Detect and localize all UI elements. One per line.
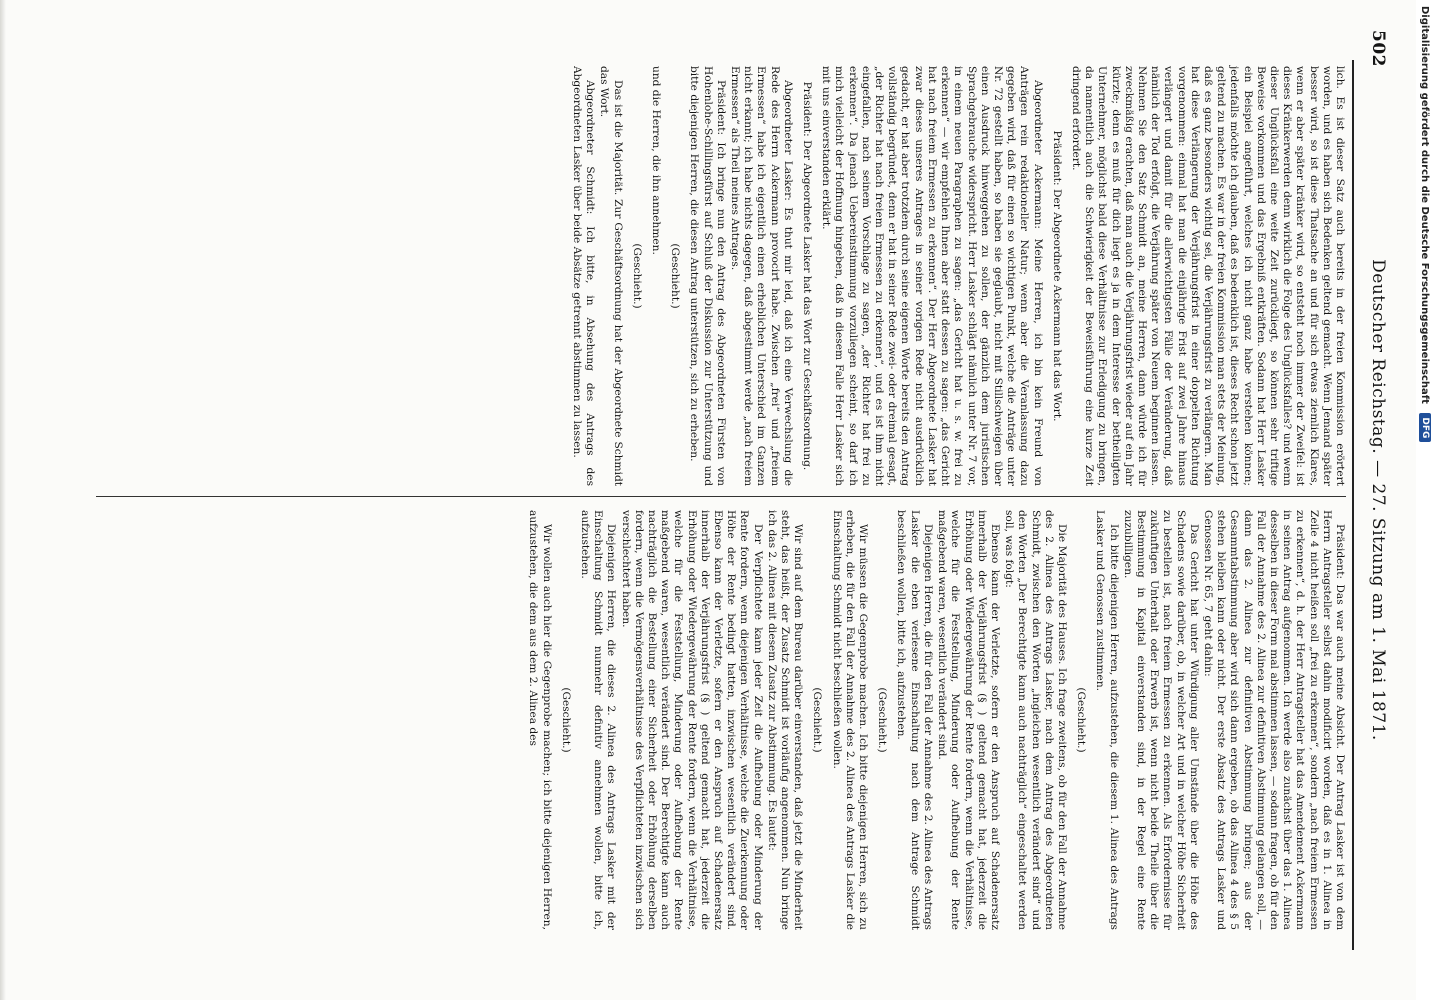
paragraph: Das Gericht hat unter Würdigung aller Umstände über die Höhe des Schadens sowie darüber, ob, in welcher Art und in welcher Höhe Sicherheit zu bestellen ist, nach freiem Ermessen zu erkennen. Als Erfordernisse für zukünftigen Unterhalt oder Erwerb ist, wenn nicht beide Theile über die Bestimmung in Kapital einverstanden sind, in der Regel eine Rente zuzubilligen. bbox=[1121, 510, 1200, 930]
paragraph: Diejenigen Herren, die für den Fall der Annahme des 2. Alinea des Antrags Lasker die eben verlesene Einschaltung nach dem Antrage Schmidt beschließen wollen, bitte ich, aufzustehen. bbox=[895, 510, 934, 930]
paragraph: Wir müssen die Gegenprobe machen. Ich bitte diejenigen Herren, sich zu erheben, die für den Fall der Annahme des 2. Alinea des Antrags Lasker die Einschaltung Schmidt nicht beschließen wollen. bbox=[830, 510, 870, 930]
digitization-credit bbox=[1416, 6, 1432, 986]
paragraph: (Geschieht.) bbox=[1075, 687, 1088, 753]
paragraph: Abgeordneter Ackermann: Meine Herren, ich bin kein Freund von Anträgen rein redaktioneller Natur; wenn aber die Veranlassung dazu gegeben wird, daß für einen so wichtigen Punkt, welche die Anträge unter Nr. 72 gestellt haben, so haben sie geglaubt, nicht mit Stillschweigen über einen Ausdruck hinweggehen zu sollen, der gänzlich dem juristischen Sprachgebrauche widerspricht. Herr Lasker schlägt nämlich unter Nr. 7 vor, in einem neuen Paragraphen zu sagen: „das Gericht hat u. s. w. frei zu erkennen“ — wir empfehlen Ihnen aber statt dessen zu sagen: „das Gericht hat nach freiem Ermessen zu erkennen“. Der Herr Abgeordnete Lasker hat zwar dieses unseres Antrages in seiner vorigen Rede nicht ausdrücklich gedacht, er hat aber trotzdem durch seine eigenen Worte bereits den Antrag vollständig begründet, denn er hat in seiner Rede zwei- oder dreimal gesagt, „der Richter hat nach freiem Ermessen zu erkennen“, und es ist ihm nicht eingefallen, nach seinem Vorschlage zu sagen, „der Richter hat frei zu erkennen“. Da jenach Uebereinstimmung vorzuliegen scheint, so darf ich mich vielleicht der Hoffnung hingeben, daß in diesem Falle Herr Lasker sich mit uns einverstanden erklärt. bbox=[820, 66, 1044, 486]
dfg-logo: DFG bbox=[1419, 413, 1431, 442]
paragraph: Diejenigen Herren, die dieses 2. Alinea des Antrags Lasker mit der Einschaltung Schmidt nunmehr definitiv annehmen wollen, bitte ich, aufzustehen. bbox=[579, 510, 618, 930]
paragraph: Abgeordneter Lasker: Es thut mir leid, daß ich eine Verwechslung die Rede des Herrn Ackermann provocirt habe. Zwischen „frei“ und „freiem Ermessen“ habe ich eigentlich einen erheblichen Unterschied im Ganzen nicht erkannt; ich habe nichts dagegen, daß abgestimmt werde „nach freiem Ermessen“ als Theil meines Antrages. bbox=[729, 66, 794, 486]
paragraph: Präsident: Der Abgeordnete Ackermann hat das Wort. bbox=[1050, 130, 1063, 422]
column-divider bbox=[96, 496, 1346, 497]
paragraph: Ich bitte diejenigen Herren, aufzustehen, die diesem 1. Alinea des Antrags Lasker und Genossen zustimmen. bbox=[1094, 510, 1120, 930]
paragraph: (Geschieht.) bbox=[559, 687, 572, 753]
paragraph: Präsident: Der Abgeordnete Lasker hat das Wort zur Geschäftsordnung. bbox=[801, 81, 814, 471]
paragraph: Abgeordneter Schmidt: Ich bitte, in Absehung des Antrags des Abgeordneten Lasker über beide Absätze getrennt abstimmen zu lassen. bbox=[571, 66, 597, 486]
paragraph: Der Verpflichtete kann jeder Zeit die Aufhebung oder Minderung der Rente fordern, wenn diejenigen Verhältnisse, welche die Zuerkennung oder Höhe der Rente bedingt hatten, inzwischen wesentlich verändert sind. Ebenso kann der Verletzte, sofern er den Anspruch auf Schadenersatz innerhalb der Verjährungsfrist (§ ) geltend gemacht hat, jederzeit die Erhöhung oder Wiedergewährung der Rente fordern, wenn die Verhältnisse, welche für die Feststellung, Minderung oder Aufhebung der Rente maßgebend waren, wesentlich verändert sind. Der Berechtigte kann auch nachträglich die Bestellung einer Sicherheit oder Erhöhung derselben fordern, wenn die Vermögensverhältnisse des Verpflichteten inzwischen sich verschlechtert haben. bbox=[619, 510, 764, 930]
paragraph: (Geschieht.) bbox=[669, 243, 682, 309]
paragraph: Die Majorität des Hauses. Ich frage zweitens, ob für den Fall der Annahme des 2. Alinea des Antrags Lasker, nach dem Antrag des Abgeordneten Schmidt, zwischen den Worten „ingleichen wesentlich verändert sind“ und den Worten „Der Berechtigte kann auch nachträglich“ eingeschaltet werden soll, was folgt: bbox=[1003, 510, 1068, 930]
header-rule bbox=[1352, 60, 1354, 950]
running-header bbox=[1360, 30, 1388, 970]
page-number: 502 bbox=[1368, 30, 1388, 67]
paragraph: Ebenso kann der Verletzte, sofern er den Anspruch auf Schadenersatz innerhalb der Verjährungsfrist (§ ) geltend gemacht hat, jederzeit die Erhöhung oder Wiedergewährung der Rente fordern, wenn die Verhältnisse, welche für die Feststellung, Minderung oder Aufhebung der Rente maßgebend waren, wesentlich verändert sind. bbox=[936, 510, 1001, 930]
paragraph: (Geschieht.) bbox=[811, 687, 824, 753]
paragraph: Das ist die Majorität. Zur Geschäftsordnung hat der Abgeordnete Schmidt das Wort. bbox=[598, 66, 624, 486]
paragraph: (Geschieht.) bbox=[876, 687, 889, 753]
running-title: Deutscher Reichstag. — 27. Sitzung am 1. Mai 1871. bbox=[1368, 259, 1388, 741]
credit-text: Digitalisierung gefördert durch die Deutsche Forschungsgemeinschaft bbox=[1419, 6, 1430, 404]
paragraph: Wir wollen auch hier die Gegenprobe machen; ich bitte diejenigen Herren, aufzustehen, die dem aus dem 2. Alinea des bbox=[527, 510, 553, 930]
paragraph: Wir sind auf dem Bureau darüber einverstanden, daß jetzt die Minderheit steht, das heißt, der Zusatz Schmidt ist vorläufig angenommen. Nun bringe ich das 2. Alinea mit diesem Zusatz zur Abstimmung. Es lautet: bbox=[765, 510, 805, 930]
paragraph: lich. Es ist dieser Satz auch bereits in der freien Kommission erörtert worden, und es haben sich Bedenken geltend gemacht. Wenn Jemand später besser wird, so ist diese Thatsache an und für sich etwas ziemlich Klares, wenn er aber später kränker wird, so entsteht noch immer der Zweifel: ist dieses Kränkerwerden denn wirklich die Folge des Unglücksfalles? und wenn dieser Unglücksfall eine weite Zeit zurückliegt, so können sehr triftige Beweise vorkommen und das Ergebniß entkräften. Sodann hat Herr Lasker ein Beispiel angeführt, welches ich nicht ganz habe verstehen können; jedenfalls möchte ich glauben, daß es bedenklich ist, dieses Recht schon jetzt geltend zu machen. Es war in der freien Kommission man stets der Meinung, daß es ganz besonders wichtig sei, die Verjährungsfrist zu verlängern. Man hat diese Verlängerung der Verjährungsfrist in einer doppelten Richtung vorgenommen: einmal hat man die einjährige Frist auf zwei Jahre hinaus verlängert und damit für die allerwichtigsten Fälle der Veränderung, daß nämlich der Tod erfolgt, die Verjährung später von Neuem beginnen lassen. Nehmen Sie den Satz Schmidt an, meine Herren, dann würde ich für zweckmäßig erachten, daß man auch die Verjährungsfrist wieder auf ein Jahr kürzte; denn es muß für dich liegt es ja in dem Interesse der betheiligten Unternehmer, möglichst bald diese Verhältnisse zur Erledigung zu bringen, da namentlich auch die Schwierigkeit der Beweisführung eine kurze Zeit dringend erfordert. bbox=[1069, 66, 1346, 486]
right-column bbox=[525, 510, 1346, 930]
paragraph: (Geschieht.) bbox=[630, 243, 643, 309]
left-column bbox=[569, 66, 1346, 486]
paragraph: und die Herren, die ihn annehmen. bbox=[650, 66, 663, 255]
paragraph: Präsident: Das war auch meine Absicht. Der Antrag Lasker ist von dem Herrn Antragsteller selbst dahin modificirt worden, daß es in 1. Alinea in Zeile 4 nicht heißen soll „frei zu erkennen“, sondern „nach freiem Ermessen zu erkennen“, d. h. der Herr Antragsteller hat das Amendement Ackermann in seinen Antrag aufgenommen. Ich werde also zunächst über das 1. Alinea desselben in dieser Form mal abstimmen lassen, — sodann fragen, ob für den Fall der Annahme des 2. Alinea zur definitiven Abstimmung gelangen soll, — dann das 2. Alinea zur definitiven Abstimmung bringen; aus der Gesammtabstimmung aber wird sich dann ergeben, ob das Alinea 4 des § 5 stehen bleiben kann oder nicht. Der erste Absatz des Antrags Lasker und Genossen Nr. 65, 7 geht dahin: bbox=[1201, 510, 1346, 930]
paragraph: Präsident: Ich bringe nun den Antrag des Abgeordneten Fürsten von Hohenlohe-Schillingsfürst auf Schluß der Diskussion zur Unterstützung und bitte diejenigen Herren, die diesen Antrag unterstützen, sich zu erheben. bbox=[688, 66, 727, 486]
